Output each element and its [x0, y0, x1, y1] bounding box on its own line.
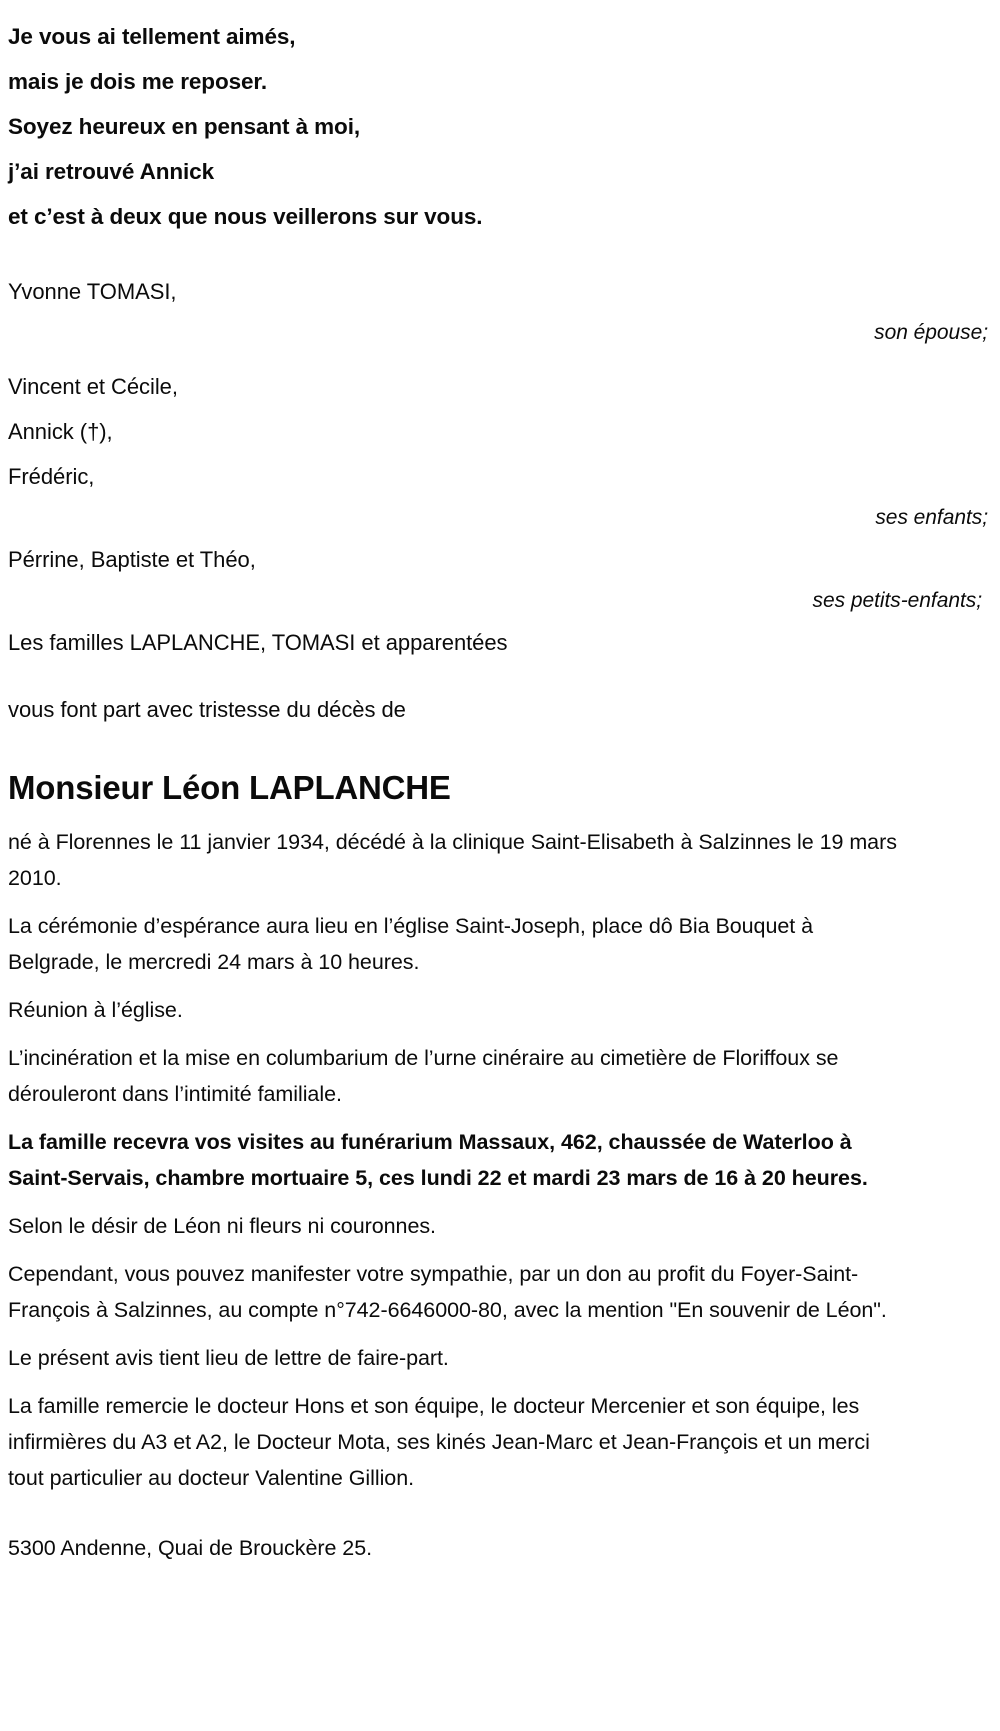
- family-entry-spouse: [8, 269, 990, 352]
- deceased-name: Monsieur Léon LAPLANCHE: [8, 769, 451, 806]
- family-entry-children: [8, 364, 990, 537]
- family-member-name: Les familles LAPLANCHE, TOMASI et apparentées: [8, 630, 508, 655]
- family-relation-label: ses enfants;: [875, 506, 988, 529]
- family-entry-grandchildren: [8, 537, 990, 620]
- donation-details: Cependant, vous pouvez manifester votre sympathie, par un don au profit du Foyer-Saint-François à Salzinnes, au compte n°742-6646000-80, avec la mention "En souvenir de Léon".: [8, 1262, 887, 1322]
- family-member-name: Pérrine, Baptiste et Théo,: [8, 547, 256, 572]
- family-list: [8, 269, 990, 665]
- poem-line: j’ai retrouvé Annick: [8, 159, 214, 184]
- spacer: [8, 352, 990, 364]
- no-flowers-notice: Selon le désir de Léon ni fleurs ni couronnes.: [8, 1214, 436, 1238]
- cremation-details: L’incinération et la mise en columbarium de l’urne cinéraire au cimetière de Floriffoux se dérouleront dans l’intimité familiale.: [8, 1046, 839, 1106]
- ceremony-details: La cérémonie d’espérance aura lieu en l’église Saint-Joseph, place dô Bia Bouquet à Belgrade, le mercredi 24 mars à 10 heures.: [8, 914, 814, 974]
- gathering-details: Réunion à l’église.: [8, 998, 183, 1022]
- birth-death-details: né à Florennes le 11 janvier 1934, décédé à la clinique Saint-Elisabeth à Salzinnes le 19 mars 2010.: [8, 830, 897, 890]
- family-relation-label: son épouse;: [874, 321, 988, 344]
- family-entry-relatives: [8, 620, 990, 665]
- epigraph-poem: [8, 8, 990, 239]
- thanks-message: La famille remercie le docteur Hons et son équipe, le docteur Mercenier et son équipe, les infirmières du A3 et A2, le Docteur Mota, ses kinés Jean-Marc et Jean-François et un merci tout particulier au docteur Valentine Gillion.: [8, 1394, 870, 1490]
- poem-line: Je vous ai tellement aimés,: [8, 24, 296, 49]
- poem-line: Soyez heureux en pensant à moi,: [8, 114, 361, 139]
- family-relation-label: ses petits-enfants;: [812, 589, 982, 612]
- family-member-name: Yvonne TOMASI,: [8, 279, 177, 304]
- poem-line: et c’est à deux que nous veillerons sur vous.: [8, 204, 483, 229]
- family-member-name: Vincent et Cécile,: [8, 374, 178, 399]
- family-address: 5300 Andenne, Quai de Brouckère 25.: [8, 1536, 373, 1560]
- announcement-intro: vous font part avec tristesse du décès de: [8, 697, 406, 722]
- visitation-details: La famille recevra vos visites au funérarium Massaux, 462, chaussée de Waterloo à Saint-Servais, chambre mortuaire 5, ces lundi 22 et mardi 23 mars de 16 à 20 heures.: [8, 1130, 868, 1190]
- poem-line: mais je dois me reposer.: [8, 69, 267, 94]
- faire-part-notice: Le présent avis tient lieu de lettre de faire-part.: [8, 1346, 449, 1370]
- family-member-name: Frédéric,: [8, 464, 95, 489]
- family-member-name: Annick (†),: [8, 419, 113, 444]
